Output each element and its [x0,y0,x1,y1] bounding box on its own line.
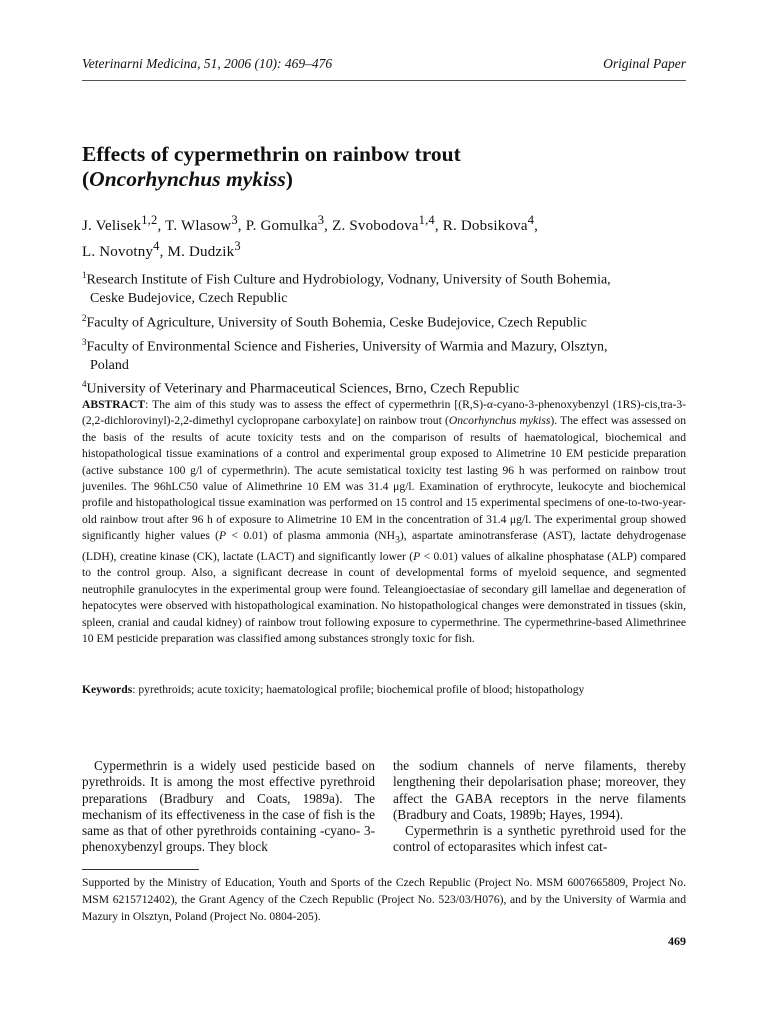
running-header [82,56,686,74]
keywords: Keywords: pyrethroids; acute toxicity; haematological profile; biochemical profile of blood; histopathology [82,683,585,696]
body-column-left [82,758,375,856]
author: Z. Svobodova [332,218,419,234]
body-column-right [393,758,686,856]
journal-citation: Veterinarni Medicina, 51, 2006 (10): 469–476 [82,56,333,71]
affiliation-3: $^3$Faculty of Environmental Science and Fisheries, University of Warmia and Mazury, Olsztyn, Poland [82,336,608,373]
author: L. Novotny [82,244,154,260]
article-title [82,142,686,192]
keywords-label: Keywords [82,683,133,696]
header-rule [82,80,686,81]
author-line-1: J. Velisek$^{1,2}$, T. Wlasow$^3$, P. Gomulka$^3$, Z. Svobodova$^{1,4}$, R. Dobsikova$^4$, [82,213,539,234]
affiliation-2: $^2$Faculty of Agriculture, University of South Bohemia, Ceske Budejovice, Czech Republic [82,312,587,331]
body-paragraph: Cypermethrin is a widely used pesticide based on pyrethroids. It is among the most effective pyrethroid preparations (Bradbury and Coats, 1989a). The mechanism of its effectiveness in the case of fish is the same as that of other pyrethroids containing -cyano- 3-phenoxybenzyl groups. They block [82,758,375,855]
author: M. Dudzik [167,244,235,260]
title-line-2: (Oncorhynchus mykiss) [82,167,293,191]
page-number: 469 [668,934,686,948]
author-line-2: L. Novotny$^4$, M. Dudzik$^3$ [82,239,241,260]
paper-page [82,0,686,1024]
author: P. Gomulka [245,218,318,234]
title-line-1: Effects of cypermethrin on rainbow trout [82,142,461,166]
affiliations [82,266,686,400]
abstract-label: ABSTRACT [82,398,146,411]
title-species: Oncorhynchus mykiss [89,167,286,191]
body-paragraph: the sodium channels of nerve filaments, thereby lengthening their depolarisation phase; moreover, they affect the GABA receptors in the nerve filaments (Bradbury and Coats, 1989b; Hayes, 1994). [393,758,686,822]
footnote-rule [82,869,199,870]
author-list [82,210,686,262]
author: J. Velisek [82,218,142,234]
author: T. Wlasow [165,218,232,234]
author: R. Dobsikova [442,218,528,234]
abstract: ABSTRACT: The aim of this study was to assess the effect of cypermethrin [(R,S)-α-cyano-3-phenoxybenzyl (1RS)-cis,tra-3-(2,2-dichlorovinyl)-2,2-dimethyl cyclopropane carboxylate] on rainbow trout (Oncorhynchus mykiss). The effect was assessed on the basis of the results of acute toxicity tests and on the comparison of results of haematological, biochemical and histopathological tissue examinations of a control and experimental group exposed to Alimetrine 10 EM pesticide preparation (active substance 100 g/l of cypermethrin). The acute semistatical toxicity test lasting 96 h was performed on rainbow trout juveniles. The 96hLC50 value of Alimethrine 10 EM was 31.4 μg/l. Examination of erythrocyte, leukocyte and biochemical profile and histopathological tissue examination was performed on 15 control and 15 experimental specimens of one-to-two-year-old rainbow trout after 96 h of exposure to Alimetrine 10 EM in the concentration of 31.4 μg/l. The experimental group showed significantly higher values (P < 0.01) of plasma ammonia $(NH_3)$, aspartate aminotransferase (AST), lactate dehydrogenase (LDH), creatine kinase (CK), lactate (LACT) and significantly lower (P < 0.01) values of alkaline phosphatase (ALP) compared to the control group. Also, a significant decrease in count of developmental forms of myeloid sequence, and segmented neutrophile granulocytes in the experimental group were found. Teleangioectasiae of secondary gill lamellae and degeneration of hepatocytes were observed with histopathological examination. No histopathological changes were demonstrated in tissues (skin, spleen, cranial and caudal kidney) of rainbow trout following exposure to cypermethrine. The cypermethrine-based Alimethrinee 10 EM pesticide preparation was classified among substances strongly toxic for fish. [82,398,686,645]
funding-footnote: Supported by the Ministry of Education, Youth and Sports of the Czech Republic (Project No. MSM 6007665809, Project No. MSM 6215712402), the Grant Agency of the Czech Republic (Project No. 523/03/H076), and by the University of Warmia and Mazury in Olsztyn, Poland (Project No. 0804-205). [82,876,686,923]
affiliation-1: $^1$Research Institute of Fish Culture and Hydrobiology, Vodnany, University of South Bohemia, Ceske Budejovice, Czech Republic [82,270,611,307]
affiliation-4: $^4$University of Veterinary and Pharmaceutical Sciences, Brno, Czech Republic [82,379,520,398]
article-type: Original Paper [603,56,686,71]
body-paragraph: Cypermethrin is a synthetic pyrethroid used for the control of ectoparasites which infest cat- [393,823,686,855]
